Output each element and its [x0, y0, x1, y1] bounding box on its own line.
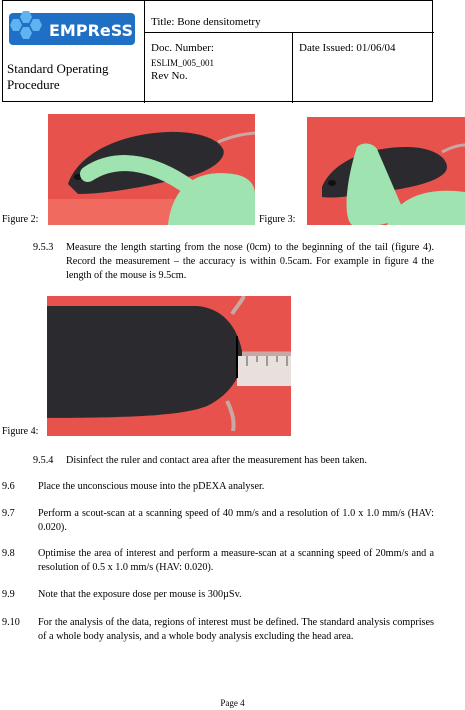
figure-2-photo	[48, 114, 255, 225]
step-number: 9.10	[2, 617, 20, 628]
figure-4-photo	[47, 296, 291, 436]
figure-3-photo	[307, 117, 465, 225]
date-issued: Date Issued: 01/06/04	[299, 42, 396, 54]
doc-number-cell	[145, 33, 293, 103]
logo-cell	[3, 1, 145, 103]
figure-2-label: Figure 2:	[2, 214, 39, 225]
step-text: Place the unconscious mouse into the pDEXA analyser.	[38, 481, 265, 492]
step-text: For the analysis of the data, regions of interest must be defined. The standard analysis comprises of a whole body analysis, and a whole body analysis excluding the head area.	[38, 617, 434, 642]
page-number: Page 4	[220, 698, 245, 708]
step-text: Measure the length starting from the nose (0cm) to the beginning of the tail (figure 4). Record the measurement – the accuracy is within 0.5cam. For example in figure 4 the length of the mouse is 9.5cm.	[66, 242, 434, 281]
rev-label: Rev No.	[151, 70, 188, 82]
step-number: 9.9	[2, 589, 15, 600]
step-text: Note that the exposure dose per mouse is 300µSv.	[38, 589, 242, 600]
step-number: 9.6	[2, 481, 15, 492]
document-header	[2, 0, 433, 102]
date-cell	[293, 33, 434, 103]
empress-logo	[9, 9, 137, 49]
step-number: 9.5.4	[33, 455, 54, 466]
step-number: 9.8	[2, 548, 15, 559]
document-title: Title: Bone densitometry	[151, 16, 261, 28]
step-number: 9.5.3	[33, 242, 54, 253]
step-number: 9.7	[2, 508, 15, 519]
figure-3-label: Figure 3:	[259, 214, 296, 225]
sop-label: Standard Operating Procedure	[7, 61, 109, 92]
step-text: Optimise the area of interest and perform a measure-scan at a scanning speed of 20mm/s and a resolution of 0.5 x 1.0 mm/s (HAV: 0.020).	[38, 548, 434, 573]
figure-4-label: Figure 4:	[2, 426, 39, 437]
doc-number-value: ESLIM_005_001	[151, 58, 214, 68]
logo-text: EMPReSS	[49, 21, 134, 40]
step-text: Disinfect the ruler and contact area after the measurement has been taken.	[66, 455, 367, 466]
step-text: Perform a scout-scan at a scanning speed of 40 mm/s and a resolution of 1.0 x 1.0 mm/s (HAV: 0.020).	[38, 508, 434, 533]
title-cell	[145, 1, 434, 33]
doc-number-label: Doc. Number:	[151, 42, 214, 54]
